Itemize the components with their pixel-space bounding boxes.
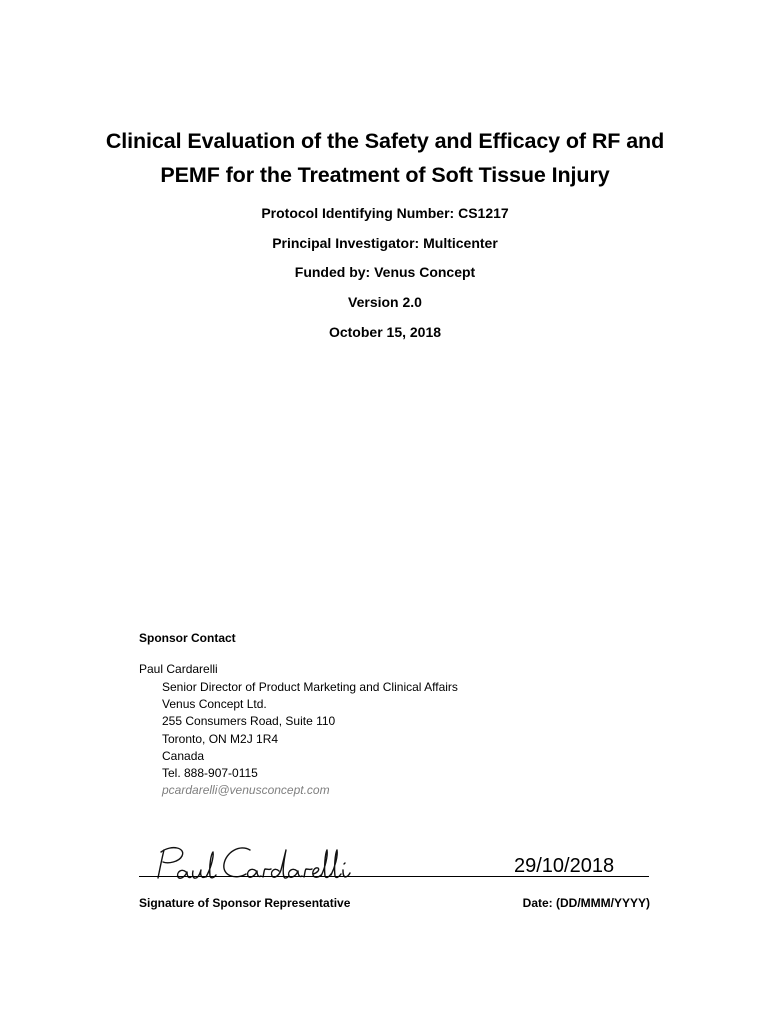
contact-phone: Tel. 888-907-0115 bbox=[162, 766, 258, 781]
signature-label: Signature of Sponsor Representative bbox=[139, 896, 351, 910]
contact-company: Venus Concept Ltd. bbox=[162, 697, 267, 712]
signature-date: 29/10/2018 bbox=[514, 855, 615, 877]
date-format-label: Date: (DD/MMM/YYYY) bbox=[522, 896, 650, 910]
principal-investigator: Principal Investigator: Multicenter bbox=[272, 235, 498, 251]
sponsor-contact-heading: Sponsor Contact bbox=[139, 631, 236, 645]
contact-country: Canada bbox=[162, 748, 205, 763]
document-date: October 15, 2018 bbox=[328, 324, 442, 340]
contact-address-line-2: Toronto, ON M2J 1R4 bbox=[162, 731, 279, 746]
title-line-1: Clinical Evaluation of the Safety and Efficacy of RF and bbox=[105, 129, 665, 153]
funded-by: Funded by: Venus Concept bbox=[294, 264, 476, 280]
document-title bbox=[60, 124, 710, 192]
contact-title: Senior Director of Product Marketing and Clinical Affairs bbox=[162, 680, 458, 694]
protocol-number: Protocol Identifying Number: CS1217 bbox=[261, 205, 509, 221]
contact-name: Paul Cardarelli bbox=[139, 662, 218, 676]
version: Version 2.0 bbox=[348, 294, 422, 310]
contact-details bbox=[162, 679, 458, 799]
signature-line bbox=[139, 876, 649, 877]
contact-address-line-1: 255 Consumers Road, Suite 110 bbox=[162, 714, 336, 729]
handwritten-signature bbox=[152, 842, 362, 884]
contact-email: pcardarelli@venusconcept.com bbox=[162, 783, 330, 798]
title-line-2: PEMF for the Treatment of Soft Tissue Injury bbox=[160, 163, 610, 187]
